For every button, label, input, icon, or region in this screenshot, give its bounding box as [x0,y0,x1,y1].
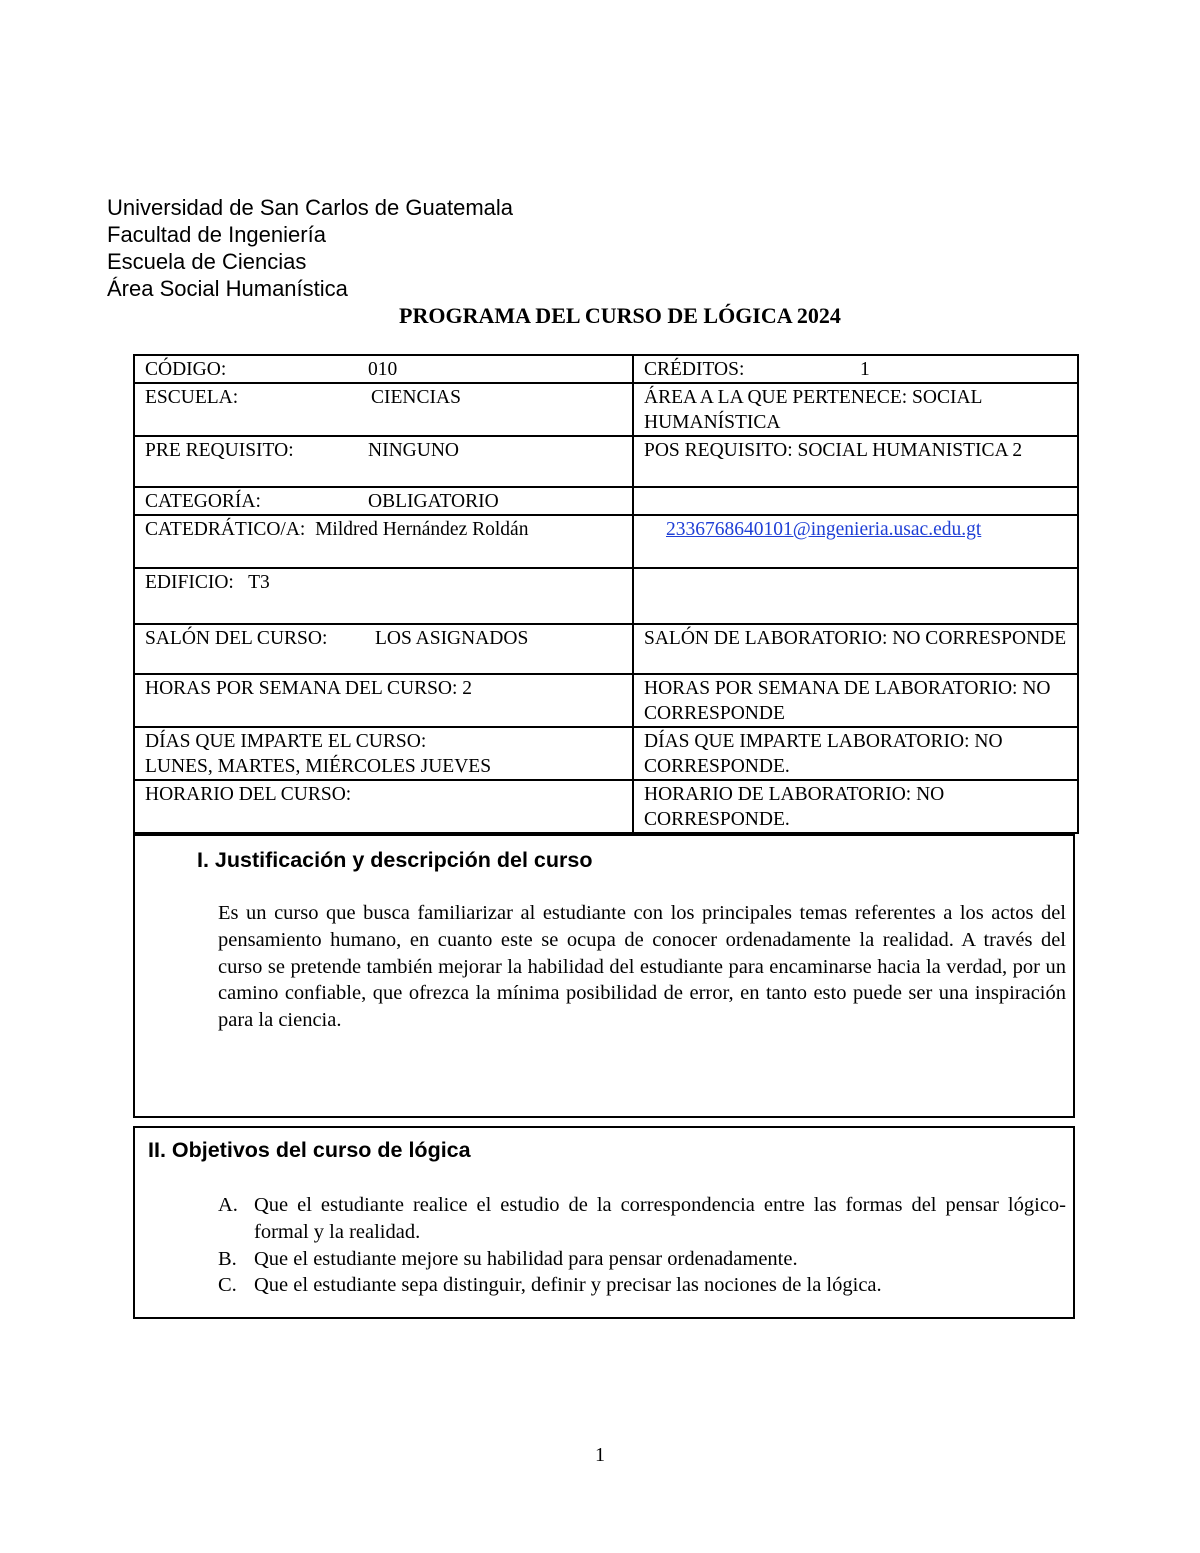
salon-cell [134,624,633,674]
horas-lab-cell: HORAS POR SEMANA DE LABORATORIO: NO CORRESPONDE [633,674,1078,727]
creditos-value: 1 [860,359,870,380]
item-text: Que el estudiante sepa distinguir, definir y precisar las nociones de la lógica. [254,1274,882,1297]
edificio-cell [134,568,633,624]
course-info-table [133,354,1079,834]
justification-section [133,834,1075,1118]
creditos-cell [633,355,1078,383]
horario-lab-cell: HORARIO DE LABORATORIO: NO CORRESPONDE. [633,780,1078,833]
objectives-section [133,1126,1075,1319]
dias-cell [134,727,633,780]
item-text: Que el estudiante realice el estudio de la correspondencia entre las formas del pensar lógico-formal y la realidad. [254,1194,1066,1243]
table-row [134,727,1078,780]
horario-cell: HORARIO DEL CURSO: [134,780,633,833]
prereq-label: PRE REQUISITO: [145,440,294,461]
table-row [134,383,1078,436]
area-name: Área Social Humanística [107,276,348,301]
list-item [218,1246,1066,1273]
institution-header [107,194,513,302]
categoria-value: OBLIGATORIO [368,491,499,512]
page-number: 1 [595,1444,605,1466]
email-link[interactable]: 2336768640101@ingenieria.usac.edu.gt [666,519,982,540]
catedratico-cell [134,515,633,568]
dias-label: DÍAS QUE IMPARTE EL CURSO: [145,731,427,752]
codigo-label: CÓDIGO: [145,359,227,380]
table-row [134,674,1078,727]
codigo-cell [134,355,633,383]
dias-lab-cell: DÍAS QUE IMPARTE LABORATORIO: NO CORRESPONDE. [633,727,1078,780]
prereq-cell [134,436,633,487]
categoria-label: CATEGORÍA: [145,491,261,512]
dias-value: LUNES, MARTES, MIÉRCOLES JUEVES [145,756,492,777]
table-row [134,515,1078,568]
table-row [134,568,1078,624]
salon-value: LOS ASIGNADOS [375,628,529,649]
salon-lab-cell: SALÓN DE LABORATORIO: NO CORRESPONDE [633,624,1078,674]
prereq-value: NINGUNO [368,440,459,461]
empty-cell [633,487,1078,515]
codigo-value: 010 [368,359,398,380]
faculty-name: Facultad de Ingeniería [107,222,326,247]
edificio-value: T3 [248,572,270,593]
item-text: Que el estudiante mejore su habilidad para pensar ordenadamente. [254,1247,798,1270]
escuela-value: CIENCIAS [371,387,461,408]
catedratico-value: Mildred Hernández Roldán [315,519,529,540]
catedratico-label: CATEDRÁTICO/A: [145,519,306,540]
table-row [134,624,1078,674]
area-cell: ÁREA A LA QUE PERTENECE: SOCIAL HUMANÍSTICA [633,383,1078,436]
justification-text: Es un curso que busca familiarizar al estudiante con los principales temas referentes a los actos del pensamiento humano, en cuanto este se ocupa de conocer ordenadamente la realidad. A través del curso se pretende también mejorar la habilidad del estudiante para encaminarse hacia la verdad, por un camino confiable, que ofrezca la mínima posibilidad de error, en tanto esto puede ser una inspiración para la ciencia. [218,902,1066,1032]
document-title: PROGRAMA DEL CURSO DE LÓGICA 2024 [399,303,841,328]
table-row [134,355,1078,383]
item-marker: C. [218,1274,237,1297]
table-row [134,436,1078,487]
horas-curso-cell: HORAS POR SEMANA DEL CURSO: 2 [134,674,633,727]
escuela-label: ESCUELA: [145,387,239,408]
table-row [134,487,1078,515]
email-cell [633,515,1078,568]
table-row [134,780,1078,833]
posreq-cell: POS REQUISITO: SOCIAL HUMANISTICA 2 [633,436,1078,487]
objectives-list [218,1192,1066,1299]
university-name: Universidad de San Carlos de Guatemala [107,195,514,220]
list-item [218,1272,1066,1299]
creditos-label: CRÉDITOS: [644,359,745,380]
edificio-label: EDIFICIO: [145,572,234,593]
justification-heading: I. Justificación y descripción del curso [197,848,593,872]
salon-label: SALÓN DEL CURSO: [145,628,328,649]
school-name: Escuela de Ciencias [107,249,307,274]
categoria-cell [134,487,633,515]
empty-cell [633,568,1078,624]
objectives-heading: II. Objetivos del curso de lógica [148,1138,471,1162]
item-marker: B. [218,1247,237,1270]
list-item [218,1192,1066,1246]
item-marker: A. [218,1194,238,1216]
escuela-cell [134,383,633,436]
